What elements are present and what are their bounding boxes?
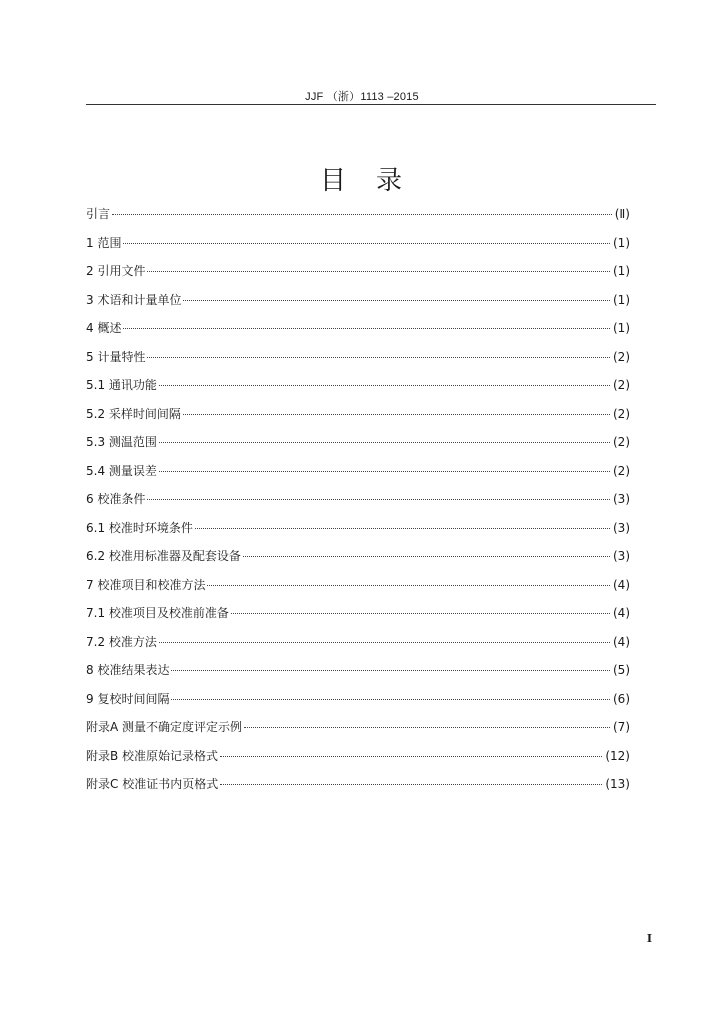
toc-dot-leader [231,613,610,614]
toc-dot-leader [147,499,610,500]
toc-entry[interactable] [86,656,630,685]
toc-entry-page: (2) [613,435,630,449]
toc-entry-label: 5 计量特性 [86,349,146,364]
toc-entry-page: (1) [613,321,630,335]
toc-entry-page: (3) [613,492,630,506]
toc-entry[interactable] [86,371,630,400]
toc-entry[interactable] [86,457,630,486]
toc-entry[interactable] [86,400,630,429]
toc-dot-leader [171,699,610,700]
toc-entry[interactable] [86,599,630,628]
toc-dot-leader [207,585,610,586]
toc-entry-label: 5.2 采样时间间隔 [86,406,181,421]
toc-dot-leader [159,442,610,443]
toc-entry-page: (1) [613,264,630,278]
toc-entry-label: 6.1 校准时环境条件 [86,520,193,535]
toc-entry-page: (13) [605,777,630,791]
toc-dot-leader [195,528,610,529]
toc-entry[interactable] [86,200,630,229]
toc-dot-leader [147,271,610,272]
toc-entry-page: (6) [613,691,630,706]
toc-dot-leader [183,300,610,301]
toc-entry-label: 5.1 通讯功能 [86,378,157,392]
table-of-contents [86,200,630,799]
toc-entry-page: (4) [613,634,630,649]
toc-entry-page: (1) [613,292,630,307]
toc-entry-page: (3) [613,549,630,563]
toc-entry[interactable] [86,542,630,571]
toc-entry-page: (3) [613,520,630,535]
toc-entry-label: 6.2 校准用标准器及配套设备 [86,549,241,563]
page-number: I [646,932,652,945]
toc-entry-label: 7.2 校准方法 [86,634,157,649]
toc-entry-label: 4 概述 [86,321,122,335]
toc-entry[interactable] [86,286,630,315]
toc-entry[interactable] [86,343,630,372]
toc-entry[interactable] [86,257,630,286]
toc-entry[interactable] [86,514,630,543]
toc-entry[interactable] [86,685,630,714]
toc-entry[interactable] [86,770,630,799]
toc-entry-label: 3 术语和计量单位 [86,292,182,307]
toc-entry-page: (2) [613,378,630,392]
toc-entry[interactable] [86,229,630,258]
toc-dot-leader [123,243,610,244]
toc-entry[interactable] [86,485,630,514]
document-code-header: JJF （浙）1113 –2015 [305,91,419,103]
toc-dot-leader [159,385,610,386]
toc-entry-label: 7 校准项目和校准方法 [86,577,206,592]
toc-dot-leader [147,357,610,358]
toc-entry-label: 5.4 测量误差 [86,463,157,478]
toc-entry-label: 5.3 测温范围 [86,435,157,449]
toc-entry-label: 1 范围 [86,235,122,250]
toc-dot-leader [183,414,610,415]
toc-entry-page: (5) [613,663,630,677]
toc-entry[interactable] [86,428,630,457]
toc-entry-page: (4) [613,606,630,620]
toc-dot-leader [220,784,602,785]
toc-entry-page: (1) [613,235,630,250]
toc-entry-page: (4) [613,577,630,592]
toc-entry-label: 引言 [86,207,111,221]
toc-entry-label: 附录C 校准证书内页格式 [86,777,219,791]
toc-dot-leader [243,556,610,557]
toc-dot-leader [159,471,610,472]
toc-entry-label: 6 校准条件 [86,492,146,506]
toc-entry-label: 附录B 校准原始记录格式 [86,748,219,763]
toc-entry-label: 8 校准结果表达 [86,663,170,677]
toc-title: 目 录 [319,166,404,196]
toc-entry-page: (Ⅱ) [614,207,630,221]
toc-entry-page: (2) [613,463,630,478]
toc-dot-leader [159,642,610,643]
toc-entry-label: 7.1 校准项目及校准前准备 [86,606,229,620]
toc-dot-leader [123,328,610,329]
toc-entry[interactable] [86,628,630,657]
toc-entry-page: (7) [613,720,630,734]
toc-dot-leader [220,756,602,757]
toc-entry[interactable] [86,742,630,771]
toc-entry-label: 9 复校时间间隔 [86,691,170,706]
toc-dot-leader [171,670,610,671]
toc-entry-page: (2) [613,406,630,421]
toc-entry-page: (12) [605,748,630,763]
header-divider [86,104,656,105]
toc-entry-label: 附录A 测量不确定度评定示例 [86,720,243,734]
toc-entry-page: (2) [613,349,630,364]
toc-entry-label: 2 引用文件 [86,264,146,278]
toc-dot-leader [112,214,612,215]
toc-entry[interactable] [86,314,630,343]
toc-entry[interactable] [86,571,630,600]
toc-dot-leader [244,727,610,728]
toc-entry[interactable] [86,713,630,742]
